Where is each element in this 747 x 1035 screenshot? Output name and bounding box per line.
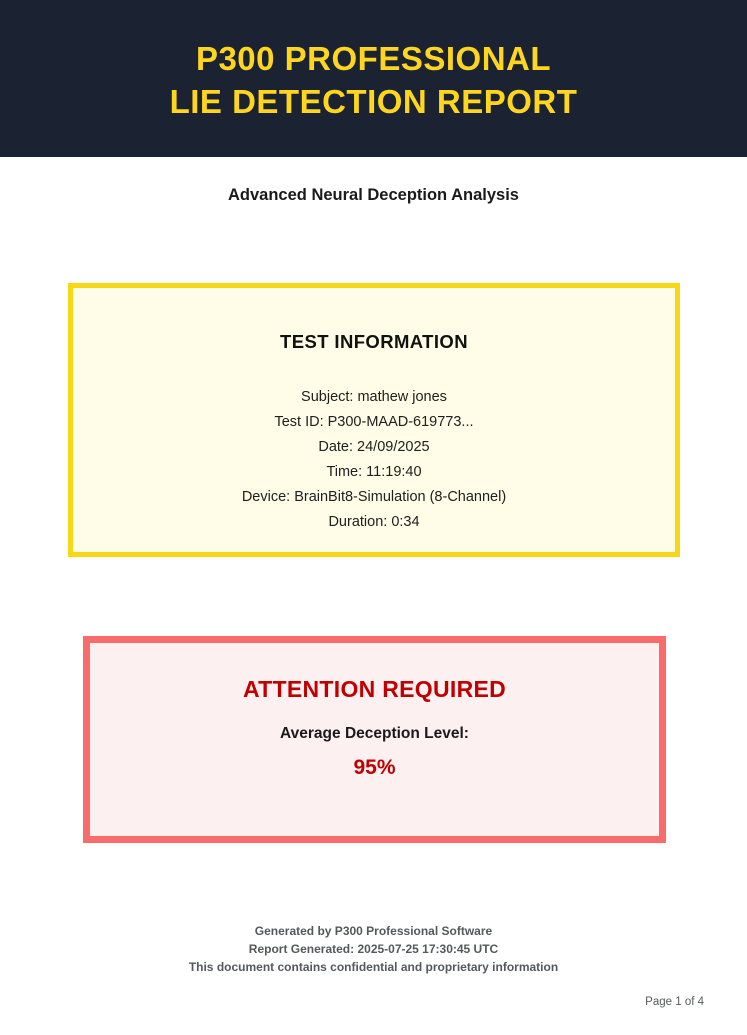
report-subtitle: Advanced Neural Deception Analysis xyxy=(228,186,519,204)
test-info-duration: Duration: 0:34 xyxy=(328,514,420,530)
footer-confidentiality-notice: This document contains confidential and proprietary information xyxy=(188,960,559,974)
footer-generated-timestamp: Report Generated: 2025-07-25 17:30:45 UTC xyxy=(248,942,499,956)
test-info-time: Time: 11:19:40 xyxy=(326,464,422,480)
report-title-line-2: LIE DETECTION REPORT xyxy=(169,82,578,120)
report-header-banner xyxy=(0,0,747,157)
test-info-subject: Subject: mathew jones xyxy=(301,389,447,405)
attention-required-panel xyxy=(83,636,666,843)
test-info-device: Device: BrainBit8-Simulation (8-Channel) xyxy=(241,489,507,505)
report-footer xyxy=(0,922,747,976)
attention-required-title: ATTENTION REQUIRED xyxy=(242,676,507,702)
average-deception-level-value: 95% xyxy=(353,756,396,779)
test-information-panel xyxy=(68,283,680,557)
footer-generated-by: Generated by P300 Professional Software xyxy=(254,924,493,938)
average-deception-level-label: Average Deception Level: xyxy=(280,725,469,742)
page-number: Page 1 of 4 xyxy=(645,996,704,1008)
test-information-title: TEST INFORMATION xyxy=(280,331,468,352)
test-info-date: Date: 24/09/2025 xyxy=(318,439,430,455)
test-info-test-id: Test ID: P300-MAAD-619773... xyxy=(274,414,474,430)
report-title-line-1: P300 PROFESSIONAL xyxy=(195,40,552,78)
